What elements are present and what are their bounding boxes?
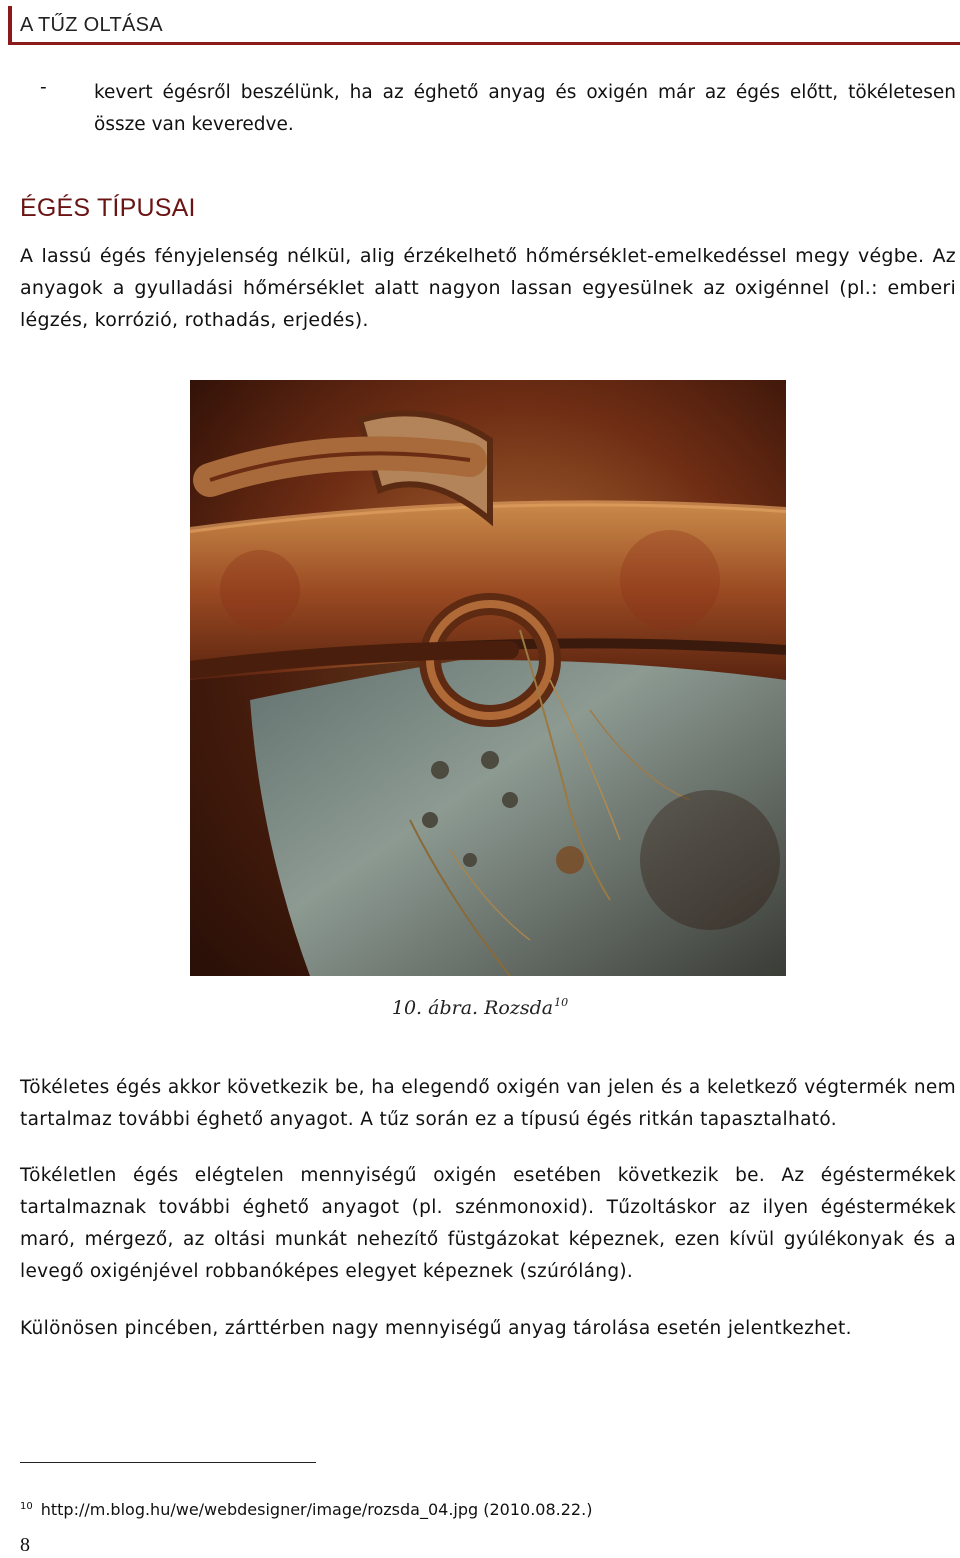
paragraph-storage-note: Különösen pincében, zárttérben nagy mennyiségű anyag tárolása esetén jelentkezhet. — [20, 1318, 852, 1339]
section-heading: ÉGÉS TÍPUSAI — [20, 194, 196, 222]
page-number: 8 — [20, 1534, 30, 1556]
figure-caption-footnote-ref: 10 — [554, 996, 569, 1009]
bullet-text: kevert égésről beszélünk, ha az éghető anyag és oxigén már az égés előtt, tökéletesen össze van keveredve. — [94, 82, 956, 135]
header-title: A TŰZ OLTÁSA — [20, 14, 163, 36]
figure-caption — [0, 996, 960, 1019]
paragraph-incomplete-combustion: Tökéletlen égés elégtelen mennyiségű oxigén esetében következik be. Az égéstermékek tartalmaznak további éghető anyagot (pl. szénmonoxid). Tűzoltáskor az ilyen égéstermékek maró, mérgező, az oltási munkát nehezítő füstgázokat képeznek, ezen kívül gyúlékonyak és a levegő oxigénjével robbanóképes elegyet képeznek (szúróláng). — [20, 1165, 956, 1282]
figure-caption-text: 10. ábra. Rozsda — [391, 997, 554, 1019]
footnote-source-link[interactable]: http://m.blog.hu/we/webdesigner/image/rozsda_04.jpg (2010.08.22.) — [40, 1500, 593, 1519]
footnote-ref: 10 — [20, 1501, 33, 1512]
footnote — [20, 1500, 592, 1519]
header-rule — [8, 42, 960, 45]
rusty-bucket-photo — [190, 380, 786, 976]
section-intro: A lassú égés fényjelenség nélkül, alig érzékelhető hőmérséklet-emelkedéssel megy végbe. Az anyagok a gyulladási hőmérséklet alatt nagyon lassan egyesülnek az oxigénnel (pl.: emberi légzés, korrózió, rothadás, erjedés). — [20, 245, 956, 331]
page-header — [0, 0, 960, 44]
paragraph-complete-combustion: Tökéletes égés akkor következik be, ha elegendő oxigén van jelen és a keletkező végtermék nem tartalmaz további éghető anyagot. A tűz során ez a típusú égés ritkán tapasztalható. — [20, 1077, 956, 1130]
footnote-rule — [20, 1462, 316, 1463]
bullet-dash: - — [40, 77, 47, 98]
header-accent-bar — [8, 6, 12, 42]
